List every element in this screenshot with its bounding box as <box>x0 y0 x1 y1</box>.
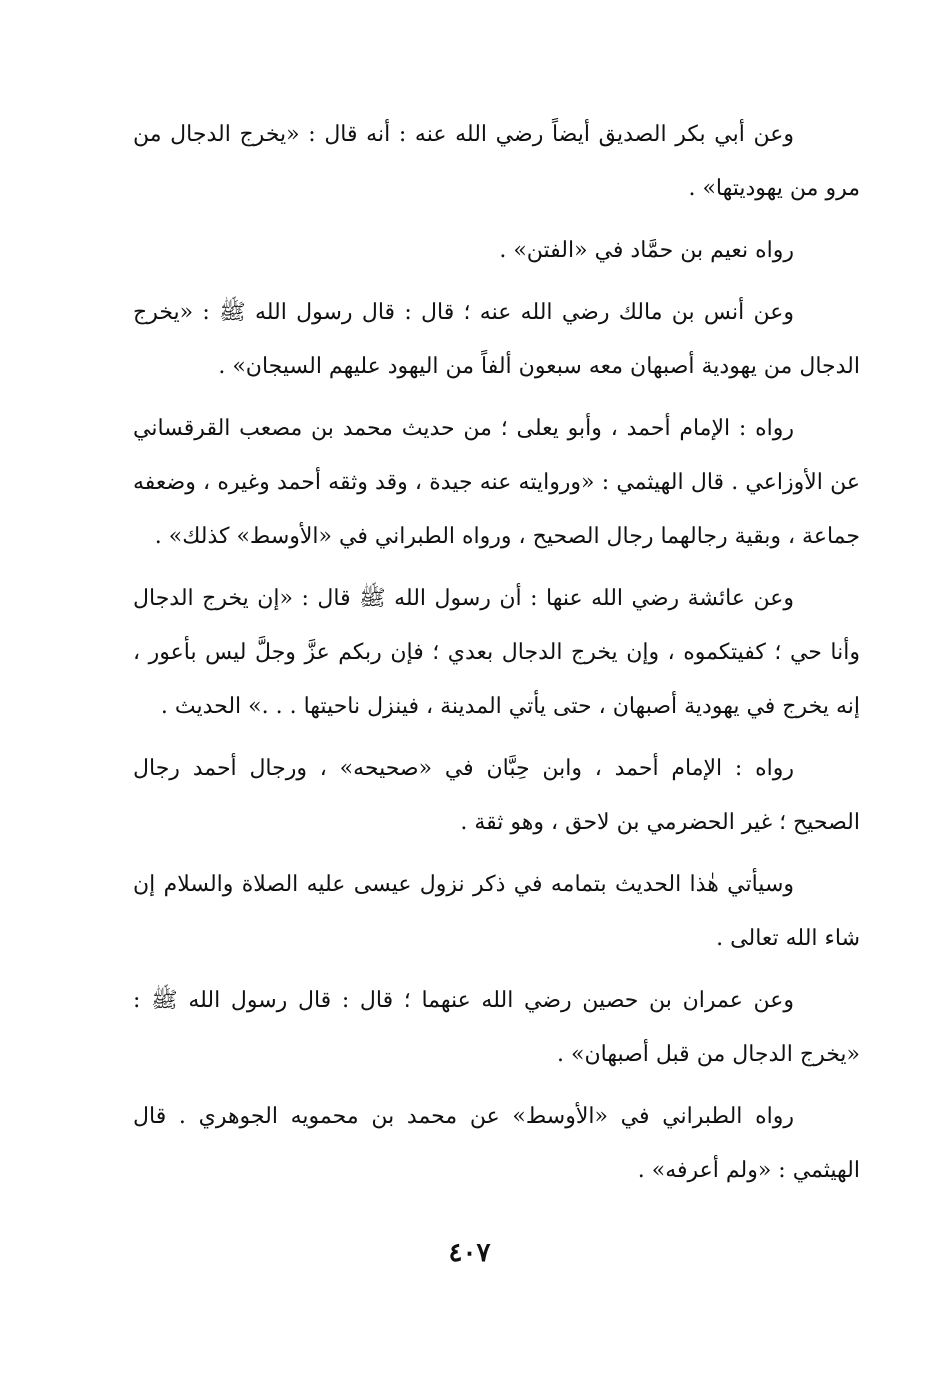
paragraph-imran-hadith: وعن عمران بن حصين رضي الله عنهما ؛ قال : قال رسول الله ﷺ : «يخرج الدجال من قبل أصبهان» . <box>133 988 860 1067</box>
page-number: ٤٠٧ <box>448 1238 491 1268</box>
paragraph-note-isa: وسيأتي هٰذا الحديث بتمامه في ذكر نزول عيسى عليه الصلاة والسلام إن شاء الله تعالى . <box>133 872 860 951</box>
paragraph-source-ibn-hibban: رواه : الإمام أحمد ، وابن حِبَّان في «صحيحه» ، ورجال أحمد رجال الصحيح ؛ غير الحضرمي بن لاحق ، وهو ثقة . <box>133 756 860 835</box>
paragraph-source-ahmad-abu-yala: رواه : الإمام أحمد ، وأبو يعلى ؛ من حديث محمد بن مصعب القرقساني عن الأوزاعي . قال الهيثمي : «وروايته عنه جيدة ، وقد وثقه أحمد وغيره ، وضعفه جماعة ، وبقية رجالهما رجال الصحيح ، ورواه الطبراني في «الأوسط» كذلك» . <box>133 416 860 549</box>
paragraph-aisha-hadith: وعن عائشة رضي الله عنها : أن رسول الله ﷺ قال : «إن يخرج الدجال وأنا حي ؛ كفيتكموه ، وإن يخرج الدجال بعدي ؛ فإن ربكم عزَّ وجلَّ ليس بأعور ، إنه يخرج في يهودية أصبهان ، حتى يأتي المدينة ، فينزل ناحيتها . . .» الحديث . <box>133 586 860 719</box>
paragraph-source-tabarani: رواه الطبراني في «الأوسط» عن محمد بن محمويه الجوهري . قال الهيثمي : «ولم أعرفه» . <box>133 1104 860 1183</box>
paragraph-source-nuaym: رواه نعيم بن حمَّاد في «الفتن» . <box>499 238 794 263</box>
paragraph-abu-bakr-hadith: وعن أبي بكر الصديق أيضاً رضي الله عنه : أنه قال : «يخرج الدجال من مرو من يهوديتها» . <box>133 122 860 201</box>
paragraph-anas-hadith: وعن أنس بن مالك رضي الله عنه ؛ قال : قال رسول الله ﷺ : «يخرج الدجال من يهودية أصبهان معه سبعون ألفاً من اليهود عليهم السيجان» . <box>133 300 860 379</box>
page-body <box>133 108 860 1204</box>
